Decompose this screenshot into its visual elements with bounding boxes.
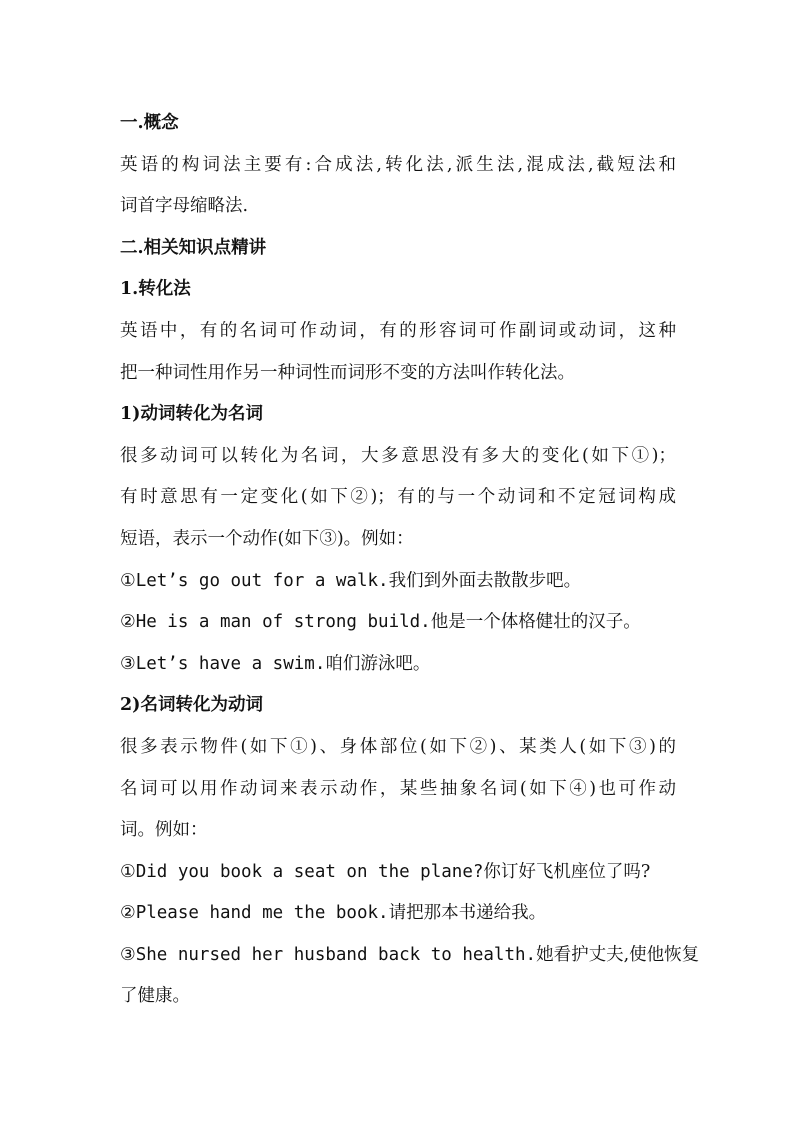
part-2-paragraph-line-3: 词。例如： <box>120 820 208 841</box>
subsection-1-heading: 1.转化法 <box>120 279 191 300</box>
example-chinese: 我们到外面去散散步吧。 <box>388 570 582 591</box>
section-1-paragraph-line-2: 词首字母缩略法. <box>120 196 249 217</box>
part-1-example-2 <box>120 602 676 644</box>
example-chinese: 她看护丈夫,使他恢复 <box>536 944 700 965</box>
part-2-example-1 <box>120 852 676 894</box>
example-marker: ③ <box>120 944 136 965</box>
example-english: Please hand me the book. <box>135 903 389 924</box>
part-2-paragraph-line-1: 很多表示物件(如下①)、身体部位(如下②)、某类人(如下③)的 <box>120 736 676 757</box>
example-marker: ③ <box>120 653 136 674</box>
part-2-example-3-continuation: 了健康。 <box>120 986 190 1007</box>
example-chinese: 请把那本书递给我。 <box>388 903 547 924</box>
part-2-heading: 2)名词转化为动词 <box>120 695 263 716</box>
part-1-paragraph-line-2: 有时意思有一定变化(如下②)；有的与一个动词和不定冠词构成 <box>120 487 676 508</box>
part-1-example-3 <box>120 644 676 686</box>
part-2-example-3 <box>120 935 700 977</box>
part-2-example-2 <box>120 893 676 935</box>
example-chinese: 他是一个体格健壮的汉子。 <box>430 612 641 633</box>
section-2-heading: 二.相关知识点精讲 <box>120 237 267 258</box>
example-marker: ② <box>120 612 136 633</box>
example-english: Let’s go out for a walk. <box>135 570 389 591</box>
part-1-paragraph-line-3: 短语，表示一个动作(如下③)。例如： <box>120 528 414 549</box>
subsection-1-paragraph-line-2: 把一种词性用作另一种词性而词形不变的方法叫作转化法。 <box>120 362 575 383</box>
section-1-paragraph-line-1: 英语的构词法主要有:合成法,转化法,派生法,混成法,截短法和 <box>120 154 676 175</box>
document-page <box>120 103 700 1018</box>
example-marker: ② <box>120 903 136 924</box>
example-english: She nursed her husband back to health. <box>135 944 537 965</box>
example-marker: ① <box>120 570 136 591</box>
example-english: Let’s have a swim. <box>135 653 326 674</box>
section-1-heading: 一.概念 <box>120 113 179 133</box>
example-english: Did you book a seat on the plane? <box>135 861 484 882</box>
example-chinese: 你订好飞机座位了吗? <box>483 861 651 882</box>
part-1-paragraph-line-1: 很多动词可以转化为名词，大多意思没有多大的变化(如下①)； <box>120 445 676 466</box>
part-2-paragraph-line-2: 名词可以用作动词来表示动作，某些抽象名词(如下④)也可作动 <box>120 778 676 799</box>
subsection-1-paragraph-line-1: 英语中，有的名词可作动词，有的形容词可作副词或动词，这种 <box>120 320 676 341</box>
part-1-heading: 1)动词转化为名词 <box>120 404 263 425</box>
example-marker: ① <box>120 861 136 882</box>
example-english: He is a man of strong build. <box>135 612 431 633</box>
example-chinese: 咱们游泳吧。 <box>325 653 431 674</box>
part-1-example-1 <box>120 561 676 603</box>
